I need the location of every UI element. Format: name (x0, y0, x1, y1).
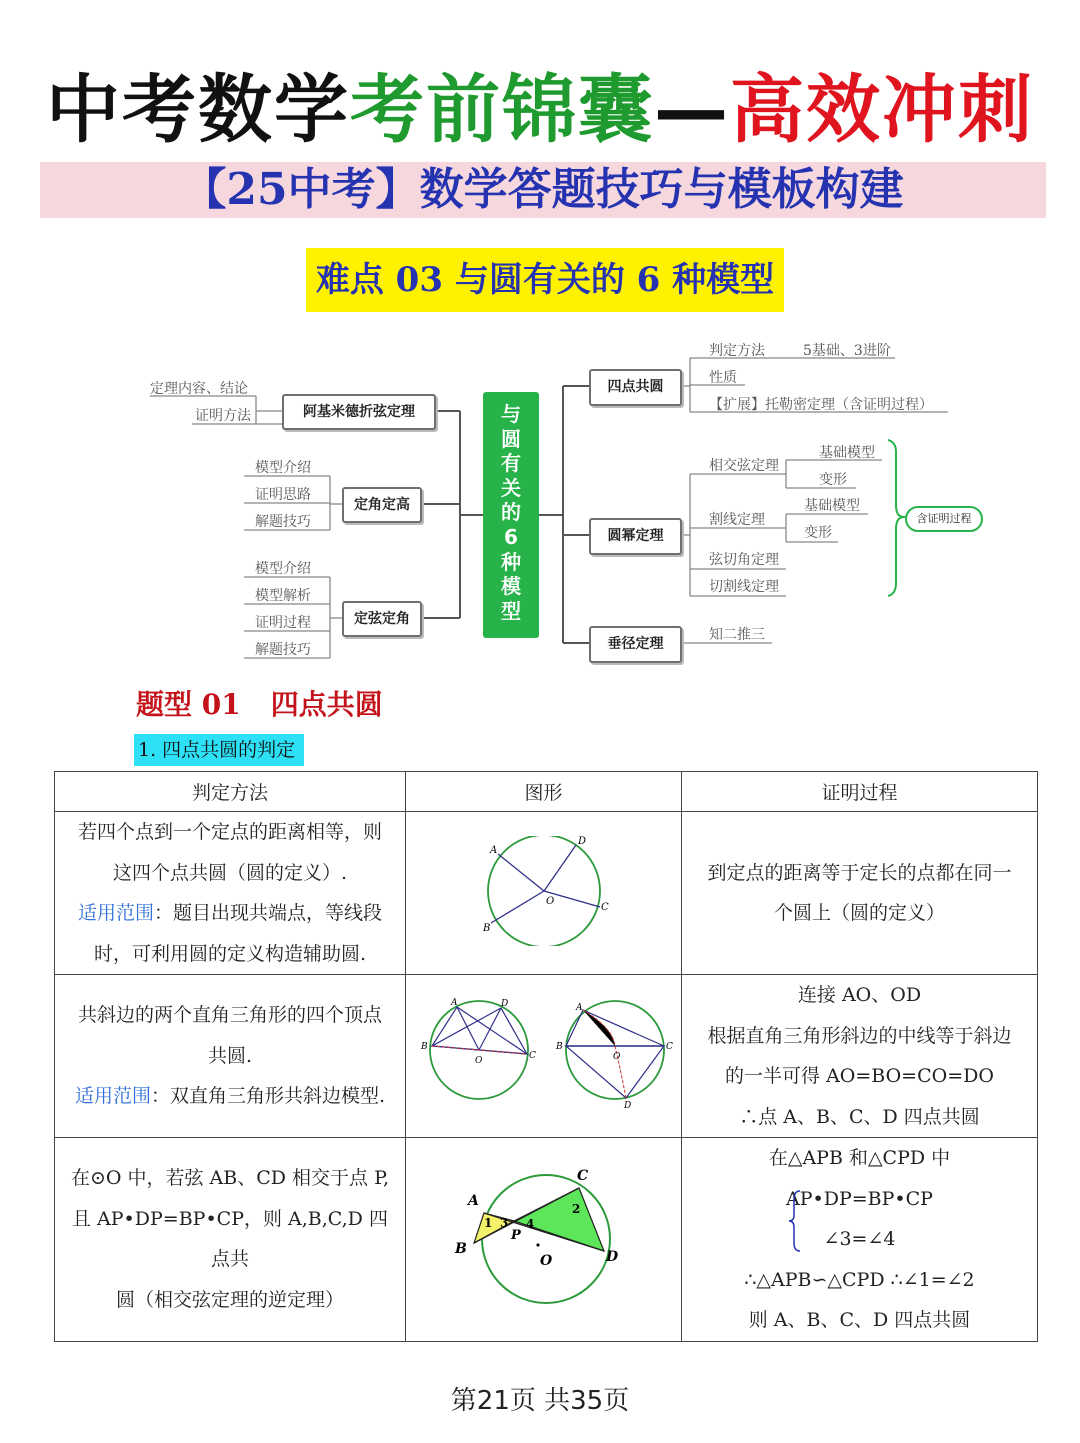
leaf-model-analysis: 模型解析 (255, 588, 311, 604)
node-fixed-angle-height: 定角定高 (342, 487, 422, 523)
intersecting-chords-figure (454, 1165, 634, 1309)
svg-text:3: 3 (499, 1215, 508, 1230)
leaf-variant-2: 变形 (804, 525, 832, 541)
leaf-intersecting-chords: 相交弦定理 (709, 458, 779, 474)
with-proof-pill: 含证明过程 (905, 506, 983, 532)
leaf-secant: 割线定理 (709, 512, 765, 528)
title-part-2: 考前锦囊 (350, 67, 654, 153)
title-part-3: 高效冲刺 (730, 67, 1034, 153)
svg-text:C: C (528, 1050, 536, 1061)
svg-text:D: D (500, 998, 508, 1009)
svg-text:D: D (577, 835, 586, 847)
subtitle: 【25中考】数学答题技巧与模板构建 (182, 164, 904, 215)
table-header-row (55, 772, 1038, 812)
node-perpendicular-diameter: 垂径定理 (589, 626, 682, 663)
node-power-of-point: 圆幂定理 (589, 518, 682, 555)
leaf-solving-tips-2: 解题技巧 (255, 642, 311, 658)
header-proof: 证明过程 (682, 772, 1038, 812)
leaf-proof-method: 证明方法 (195, 408, 251, 424)
svg-text:2: 2 (571, 1201, 580, 1216)
method-cell: 在⊙O 中，若弦 AB、CD 相交于点 P, 且 AP•DP=BP•CP，则 A,B,C,D 四点共 圆（相交弦定理的逆定理） (55, 1138, 406, 1342)
circle-center-figure (474, 836, 614, 946)
leaf-judgement: 判定方法 (709, 343, 765, 359)
type-name: 四点共圆 (270, 688, 383, 721)
leaf-basic-model-2: 基础模型 (804, 498, 860, 514)
type-number: 题型 01 (136, 688, 241, 721)
leaf-model-intro: 模型介绍 (255, 460, 311, 476)
header-figure: 图形 (406, 772, 682, 812)
method-cell: 共斜边的两个直角三角形的四个顶点 共圆. 适用范围：双直角三角形共斜边模型. (55, 975, 406, 1138)
figure-cell (406, 975, 682, 1138)
judgement-table (54, 771, 1038, 1342)
node-archimedes: 阿基米德折弦定理 (282, 394, 436, 430)
leaf-proof-process: 证明过程 (255, 615, 311, 631)
node-fixed-chord-angle: 定弦定角 (342, 601, 422, 637)
svg-text:P: P (510, 1227, 521, 1243)
title-part-1: 中考数学 (46, 67, 350, 153)
svg-text:C: C (665, 1041, 673, 1052)
leaf-know-two: 知二推三 (709, 627, 765, 643)
leaf-basic-advanced: 5基础、3进阶 (803, 343, 891, 359)
svg-text:A: A (489, 844, 497, 856)
leaf-ptolemy: 【扩展】托勒密定理（含证明过程） (709, 397, 933, 413)
svg-text:O: O (612, 1051, 620, 1062)
node-four-points-concyclic: 四点共圆 (589, 369, 682, 406)
center-node-text: 与 圆 有 关 的 6 种 模 型 (501, 402, 521, 623)
section-title: 难点 03 与圆有关的 6 种模型 (315, 260, 775, 300)
figure-cell (406, 1138, 682, 1342)
proof-cell: 连接 AO、OD 根据直角三角形斜边的中线等于斜边 的一半可得 AO=BO=CO=DO ∴点 A、B、C、D 四点共圆 (682, 975, 1038, 1138)
proof-brace (788, 1189, 802, 1253)
table-row (55, 812, 1038, 975)
figure-cell (406, 812, 682, 975)
svg-text:O: O (474, 1055, 482, 1066)
proof-brace-group: AP•DP=BP•CP ∠3=∠4 (682, 1179, 1037, 1260)
svg-text:B: B (420, 1041, 428, 1052)
leaf-tangent-chord: 弦切角定理 (709, 552, 779, 568)
leaf-tangent-secant: 切割线定理 (709, 579, 779, 595)
proof-cell: 到定点的距离等于定长的点都在同一 个圆上（圆的定义） (682, 812, 1038, 975)
svg-text:4: 4 (525, 1216, 534, 1231)
subheading: 1. 四点共圆的判定 (138, 739, 296, 761)
mindmap-lines (0, 0, 1080, 680)
svg-text:C: C (576, 1167, 588, 1184)
svg-text:O: O (539, 1252, 552, 1269)
svg-text:D: D (605, 1248, 618, 1265)
title-dash: — (654, 67, 730, 153)
method-cell: 若四个点到一个定点的距离相等，则 这四个点共圆（圆的定义）. 适用范围：题目出现共端点，等线段 时，可利用圆的定义构造辅助圆. (55, 812, 406, 975)
table-row (55, 975, 1038, 1138)
svg-text:B: B (555, 1041, 563, 1052)
svg-text:O: O (545, 895, 554, 907)
leaf-theorem-content: 定理内容、结论 (150, 381, 248, 397)
svg-text:B: B (454, 1240, 467, 1257)
leaf-model-intro-2: 模型介绍 (255, 561, 311, 577)
svg-text:A: A (575, 1002, 582, 1013)
svg-text:C: C (600, 901, 609, 913)
right-triangles-figures (413, 998, 675, 1110)
page-footer: 第21页 共35页 (450, 1386, 630, 1416)
table-row (55, 1138, 1038, 1342)
leaf-basic-model-1: 基础模型 (819, 445, 875, 461)
header-method: 判定方法 (55, 772, 406, 812)
type-heading (136, 683, 413, 723)
leaf-property: 性质 (709, 370, 737, 386)
leaf-proof-idea: 证明思路 (255, 487, 311, 503)
svg-text:D: D (623, 1100, 631, 1110)
leaf-solving-tips: 解题技巧 (255, 514, 311, 530)
svg-text:A: A (450, 997, 457, 1008)
svg-text:A: A (467, 1192, 479, 1209)
svg-text:B: B (482, 922, 490, 934)
proof-cell: 在△APB 和△CPD 中 AP•DP=BP•CP ∠3=∠4 ∴△APB∽△CPD ∴∠1=∠2 则 A、B、C、D 四点共圆 (682, 1138, 1038, 1342)
svg-text:1: 1 (483, 1215, 492, 1230)
leaf-variant-1: 变形 (819, 472, 847, 488)
